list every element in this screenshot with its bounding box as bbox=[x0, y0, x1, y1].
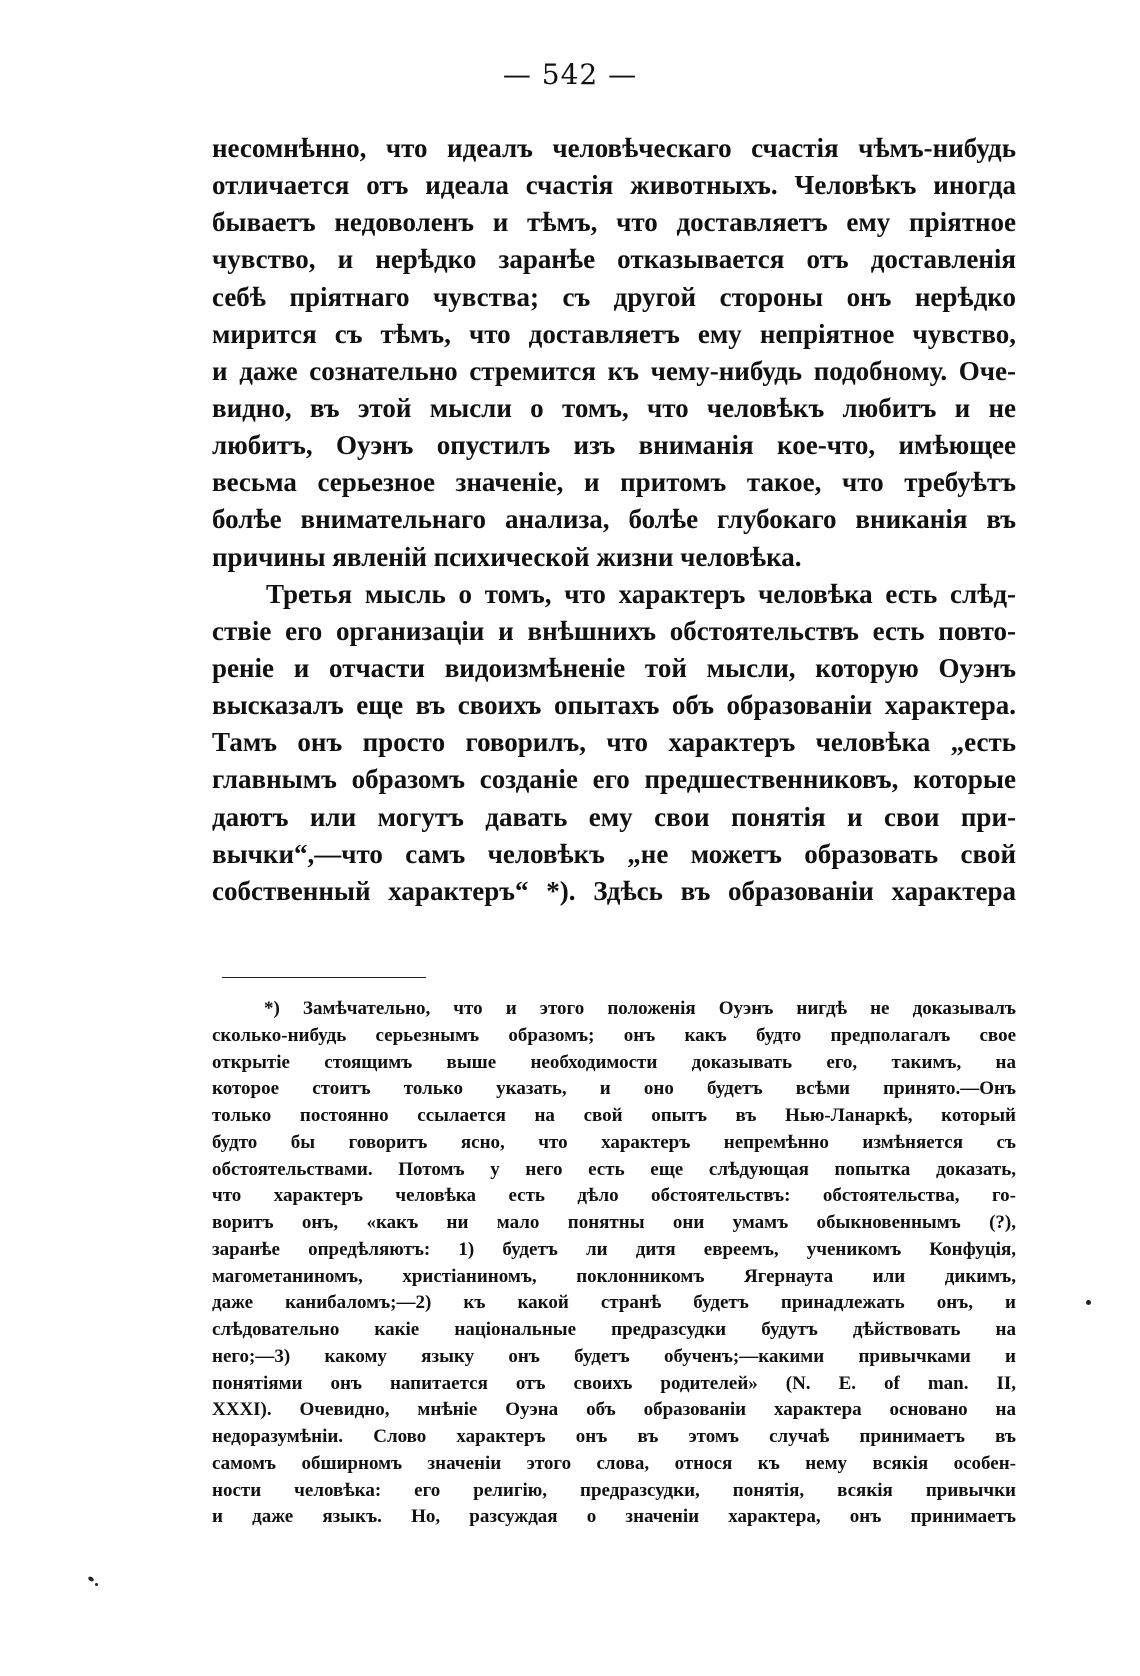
footnote-line: что характеръ человѣка есть дѣло обстоятельствъ: обстоятельства, го- bbox=[212, 1185, 1016, 1207]
footnote-line: ности человѣка: его религію, предразсудки, понятія, всякія привычки bbox=[212, 1479, 1016, 1501]
footnote-line: сколько-нибудь серьезнымъ образомъ; онъ какъ будто предполагалъ свое bbox=[212, 1024, 1016, 1046]
text-line: причины явленій психической жизни человѣка. bbox=[212, 541, 802, 572]
text-line: даютъ или могутъ давать ему свои понятія и свои при- bbox=[212, 801, 1016, 832]
footnote-line: понятіями онъ напитается отъ своихъ родителей» (N. E. of man. II, bbox=[212, 1372, 1016, 1394]
text-line: болѣе внимательнаго анализа, болѣе глубокаго вниканія въ bbox=[212, 504, 1016, 535]
text-line: видно, въ этой мысли о томъ, что человѣкъ любитъ и не bbox=[212, 392, 1016, 423]
page-number: — 542 — bbox=[502, 58, 638, 91]
footnote-line: обстоятельствами. Потомъ у него есть еще слѣдующая попытка доказать, bbox=[212, 1158, 1016, 1180]
text-line: ствіе его организаціи и внѣшнихъ обстоятельствъ есть повто- bbox=[212, 615, 1016, 646]
scan-speck bbox=[87, 1576, 94, 1583]
footnote-line: заранѣе опредѣляютъ: 1) будетъ ли дитя евреемъ, ученикомъ Конфуція, bbox=[212, 1238, 1016, 1260]
footnote-line: только постоянно ссылается на свой опытъ въ Нью-Ланаркѣ, который bbox=[212, 1105, 1016, 1126]
main-text bbox=[212, 130, 1016, 910]
text-line: мирится съ тѣмъ, что доставляетъ ему непріятное чувство, bbox=[212, 318, 1016, 349]
footnote-line: *) Замѣчательно, что и этого положенія Оуэнъ нигдѣ не доказывалъ bbox=[264, 998, 1016, 1019]
scan-speck bbox=[95, 1583, 98, 1586]
text-line: себѣ пріятнаго чувства; съ другой стороны онъ нерѣдко bbox=[212, 281, 1016, 312]
text-line: несомнѣнно, что идеалъ человѣческаго счастія чѣмъ-нибудь bbox=[212, 133, 1016, 163]
scan-speck bbox=[1086, 1300, 1091, 1305]
footnote-separator bbox=[222, 977, 426, 978]
text-line: бываетъ недоволенъ и тѣмъ, что доставляетъ ему пріятное bbox=[212, 207, 1016, 238]
footnote-line: воритъ онъ, «какъ ни мало понятны они умамъ обыкновеннымъ (?), bbox=[212, 1212, 1016, 1233]
text-line: собственный характеръ“ *). Здѣсь въ образованіи характера bbox=[212, 875, 1016, 906]
footnote-line: и даже языкъ. Но, разсуждая о значеніи характера, онъ принимаетъ bbox=[212, 1506, 1016, 1528]
text-line: и даже сознательно стремится къ чему-нибудь подобному. Оче- bbox=[212, 355, 1016, 386]
text-line: реніе и отчасти видоизмѣненіе той мысли, которую Оуэнъ bbox=[212, 652, 1016, 683]
text-line: любитъ, Оуэнъ опустилъ изъ вниманія кое-что, имѣющее bbox=[212, 430, 1016, 461]
footnote-line: XXXI). Очевидно, мнѣніе Оуэна объ образованіи характера основано на bbox=[212, 1399, 1016, 1421]
text-line: вычки“,—что самъ человѣкъ „не можетъ образовать свой bbox=[212, 838, 1016, 869]
text-line: главнымъ образомъ созданіе его предшественниковъ, которые bbox=[212, 764, 1016, 795]
text-line: высказалъ еще въ своихъ опытахъ объ образованіи характера. bbox=[212, 690, 1016, 721]
text-line: весьма серьезное значеніе, и притомъ такое, что требуѣтъ bbox=[212, 467, 1016, 498]
footnote-line: магометаниномъ, христіаниномъ, поклонникомъ Ягернаута или дикимъ, bbox=[212, 1265, 1016, 1287]
footnote-line: недоразумѣніи. Слово характеръ онъ въ этомъ случаѣ принимаетъ въ bbox=[212, 1426, 1016, 1447]
footnote bbox=[212, 996, 1016, 1531]
footnote-line: самомъ обширномъ значеніи этого слова, относя къ нему всякія особен- bbox=[212, 1452, 1016, 1474]
text-line: чувство, и нерѣдко заранѣе отказывается отъ доставленія bbox=[212, 244, 1016, 275]
footnote-line: слѣдовательно какіе національные предразсудки будутъ дѣйствовать на bbox=[212, 1319, 1016, 1340]
footnote-line: будто бы говоритъ ясно, что характеръ непремѣнно измѣняется съ bbox=[212, 1131, 1016, 1153]
footnote-line: даже канибаломъ;—2) къ какой странѣ будетъ принадлежать онъ, и bbox=[212, 1292, 1016, 1314]
footnote-line: открытіе стоящимъ выше необходимости доказывать его, такимъ, на bbox=[212, 1051, 1016, 1073]
footnote-line: него;—3) какому языку онъ будетъ обученъ;—какими привычками и bbox=[212, 1345, 1016, 1367]
footnote-line: которое стоитъ только указать, и оно будетъ всѣми принято.—Онъ bbox=[212, 1078, 1016, 1100]
text-line: отличается отъ идеала счастія животныхъ. Человѣкъ иногда bbox=[212, 170, 1016, 201]
text-line: Тамъ онъ просто говорилъ, что характеръ человѣка „есть bbox=[212, 727, 1016, 758]
text-line: Третья мысль о томъ, что характеръ человѣка есть слѣд- bbox=[266, 578, 1016, 609]
